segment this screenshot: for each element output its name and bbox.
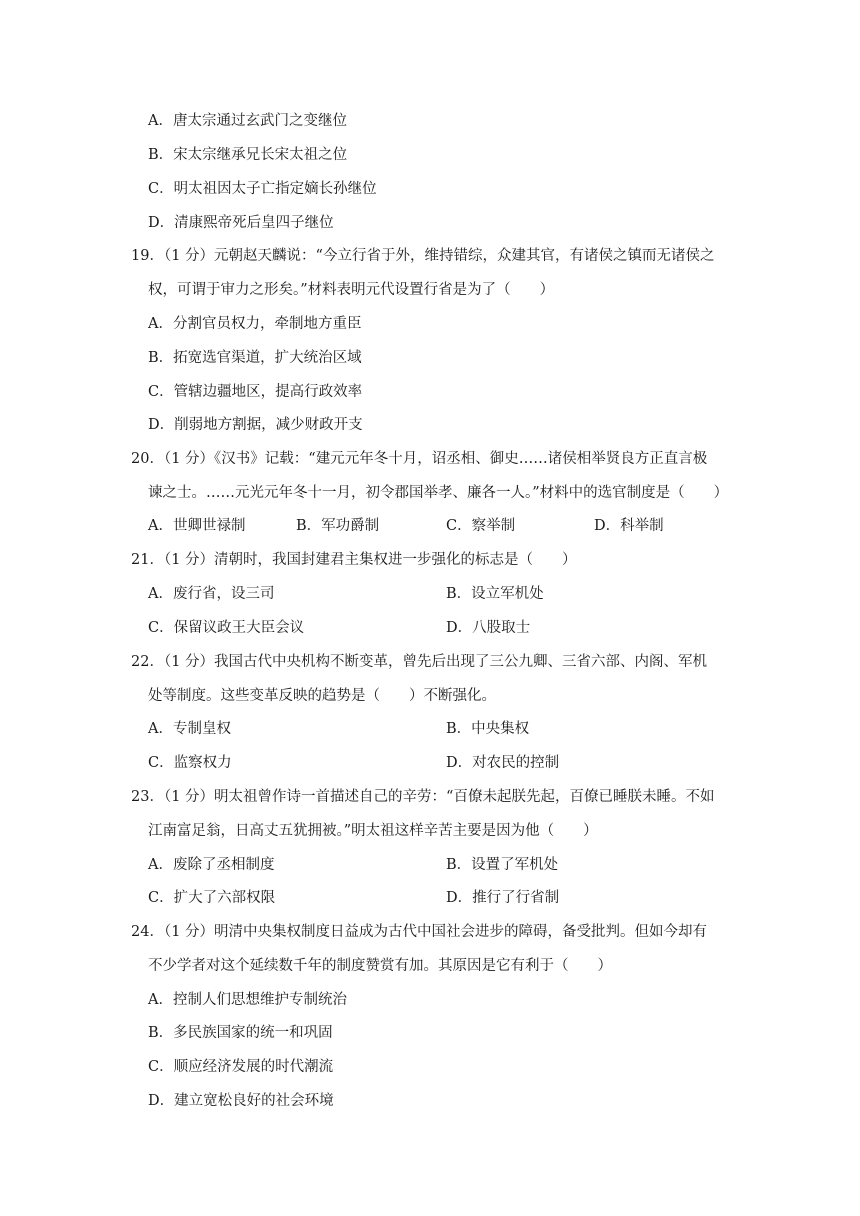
option-c: C．明太祖因太子亡指定嫡长孙继位 (148, 181, 377, 197)
option-b: B．宋太宗继承兄长宋太祖之位 (148, 147, 348, 163)
question-23-option-a: A．废除了丞相制度 (148, 857, 275, 873)
question-22-option-a: A．专制皇权 (148, 721, 231, 737)
question-19-option-a: A．分割官员权力，牵制地方重臣 (148, 316, 362, 332)
question-24-option-a: A．控制人们思想维护专制统治 (148, 992, 347, 1008)
question-21-option-a: A．废行省，设三司 (148, 586, 275, 602)
question-21-stem: 21．（1 分）清朝时，我国封建君主集权进一步强化的标志是（ ） (131, 552, 577, 568)
question-23-option-c: C．扩大了六部权限 (148, 890, 276, 906)
question-20-option-d: D．科举制 (594, 518, 664, 534)
question-19-stem: 19．（1 分）元朝赵天麟说：“今立行省于外，维持错综，众建其官，有诸侯之镇而无诸侯之 (131, 248, 715, 264)
question-22-stem: 22．（1 分）我国古代中央机构不断变革，曾先后出现了三公九卿、三省六部、内阁、军机 (131, 654, 708, 670)
question-23-stem-cont: 江南富足翁，日高丈五犹拥被。”明太祖这样辛苦主要是因为他（ ） (148, 823, 598, 839)
question-19-option-c: C．管辖边疆地区，提高行政效率 (148, 384, 363, 400)
question-24-stem-cont: 不少学者对这个延续数千年的制度赞赏有加。其原因是它有利于（ ） (148, 958, 612, 974)
question-22-option-b: B．中央集权 (446, 721, 530, 737)
question-23-stem: 23．（1 分）明太祖曾作诗一首描述自己的辛劳：“百僚未起朕先起，百僚已睡朕未睡。不如 (131, 789, 715, 805)
option-d: D．清康熙帝死后皇四子继位 (148, 215, 334, 231)
question-24-option-b: B．多民族国家的统一和巩固 (148, 1025, 333, 1041)
question-22-option-d: D．对农民的控制 (446, 755, 560, 771)
question-20-option-b: B．军功爵制 (296, 518, 380, 534)
question-20-stem-cont: 谏之士。……元光元年冬十一月，初令郡国举孝、廉各一人。”材料中的选官制度是（ ） (148, 485, 729, 501)
question-21-option-d: D．八股取士 (446, 620, 531, 636)
question-24-option-d: D．建立宽松良好的社会环境 (148, 1093, 334, 1109)
question-22-option-c: C．监察权力 (148, 755, 232, 771)
question-20-stem: 20．（1 分）《汉书》记载：“建元元年冬十月，诏丞相、御史……诸侯相举贤良方正直言极 (131, 451, 708, 467)
question-21-option-b: B．设立军机处 (446, 586, 544, 602)
question-21-option-c: C．保留议政王大臣会议 (148, 620, 305, 636)
question-20-option-a: A．世卿世禄制 (148, 518, 246, 534)
question-24-stem: 24．（1 分）明清中央集权制度日益成为古代中国社会进步的障碍，备受批判。但如今却有 (131, 924, 708, 940)
question-19-option-d: D．削弱地方割据，减少财政开支 (148, 417, 363, 433)
question-23-option-d: D．推行了行省制 (446, 890, 560, 906)
question-22-stem-cont: 处等制度。这些变革反映的趋势是（ ）不断强化。 (148, 688, 496, 704)
option-a: A．唐太宗通过玄武门之变继位 (148, 113, 347, 129)
question-23-option-b: B．设置了军机处 (446, 857, 559, 873)
question-24-option-c: C．顺应经济发展的时代潮流 (148, 1059, 334, 1075)
question-19-stem-cont: 权，可谓于审力之形矣。”材料表明元代设置行省是为了（ ） (148, 282, 555, 298)
question-19-option-b: B．拓宽选官渠道，扩大统治区域 (148, 350, 362, 366)
question-20-option-c: C．察举制 (446, 518, 516, 534)
